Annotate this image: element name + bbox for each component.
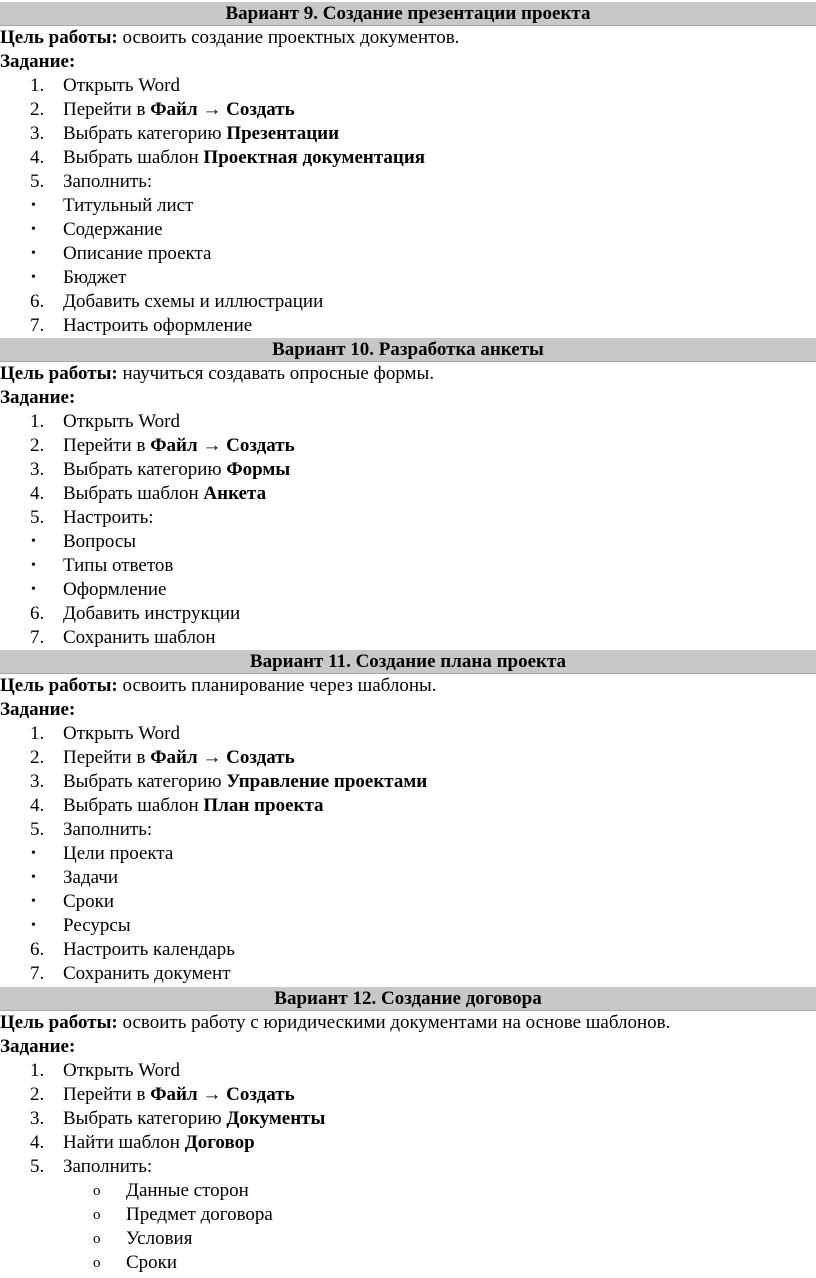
bullet-icon: • <box>31 198 36 213</box>
sub-bullet-item: o Условия <box>93 1228 193 1249</box>
bullet-item: • Бюджет <box>31 267 127 288</box>
circle-bullet-icon: o <box>93 1207 101 1223</box>
list-item: 7. Сохранить шаблон <box>30 627 216 648</box>
list-item: 2. Перейти в Файл → Создать <box>30 435 295 456</box>
goal-label: Цель работы: <box>0 363 118 384</box>
sub-bullet-item: o Данные сторон <box>93 1180 249 1201</box>
list-item: 1. Открыть Word <box>30 411 180 432</box>
list-item: 2. Перейти в Файл → Создать <box>30 1084 295 1105</box>
list-item: 3. Выбрать категорию Документы <box>30 1108 326 1129</box>
goal-text: освоить планирование через шаблоны. <box>122 675 437 696</box>
list-item: 3. Выбрать категорию Формы <box>30 459 291 480</box>
bullet-icon: • <box>31 846 36 861</box>
list-item: 5. Заполнить: <box>30 1156 153 1177</box>
variant-11-section <box>0 650 816 986</box>
list-item: 1. Открыть Word <box>30 723 180 744</box>
list-item: 1. Открыть Word <box>30 1060 180 1081</box>
goal-label: Цель работы: <box>0 675 118 696</box>
bullet-item: • Содержание <box>31 219 163 240</box>
bullet-item: • Оформление <box>31 579 167 600</box>
list-item: 3. Выбрать категорию Презентации <box>30 123 340 144</box>
bullet-icon: • <box>31 582 36 597</box>
bullet-icon: • <box>31 246 36 261</box>
list-item: 4. Найти шаблон Договор <box>30 1132 255 1153</box>
bullet-icon: • <box>31 918 36 933</box>
bullet-item: • Титульный лист <box>31 195 194 216</box>
bullet-item: • Ресурсы <box>31 915 131 936</box>
variant-9-title: Вариант 9. Создание презентации проекта <box>0 2 816 26</box>
variant-11-title: Вариант 11. Создание плана проекта <box>0 650 816 674</box>
goal-text: освоить создание проектных документов. <box>122 27 460 48</box>
list-item: 5. Настроить: <box>30 507 154 528</box>
bullet-icon: • <box>31 270 36 285</box>
list-item: 2. Перейти в Файл → Создать <box>30 99 295 120</box>
variant-11-goal <box>0 674 816 698</box>
list-item: 5. Заполнить: <box>30 171 153 192</box>
bullet-item: • Задачи <box>31 867 119 888</box>
variant-12-title: Вариант 12. Создание договора <box>0 987 816 1011</box>
variant-12-section <box>0 987 816 1275</box>
circle-bullet-icon: o <box>93 1183 101 1199</box>
task-label: Задание: <box>0 699 76 720</box>
bullet-item: • Типы ответов <box>31 555 174 576</box>
goal-label: Цель работы: <box>0 27 118 48</box>
variant-9-goal <box>0 26 816 50</box>
bullet-icon: • <box>31 870 36 885</box>
list-item: 4. Выбрать шаблон Проектная документация <box>30 147 426 168</box>
list-item: 3. Выбрать категорию Управление проектами <box>30 771 428 792</box>
bullet-item: • Цели проекта <box>31 843 174 864</box>
goal-text: освоить работу с юридическими документами на основе шаблонов. <box>122 1012 671 1033</box>
bullet-icon: • <box>31 894 36 909</box>
bullet-icon: • <box>31 558 36 573</box>
list-item: 2. Перейти в Файл → Создать <box>30 747 295 768</box>
list-item: 4. Выбрать шаблон Анкета <box>30 483 267 504</box>
sub-bullet-item: o Сроки <box>93 1252 178 1273</box>
bullet-item: • Вопросы <box>31 531 137 552</box>
bullet-icon: • <box>31 222 36 237</box>
variant-10-section <box>0 338 816 650</box>
task-label: Задание: <box>0 1036 76 1057</box>
list-item: 7. Настроить оформление <box>30 315 253 336</box>
goal-text: научиться создавать опросные формы. <box>122 363 435 384</box>
variant-10-goal <box>0 362 816 386</box>
list-item: 6. Настроить календарь <box>30 939 235 960</box>
bullet-item: • Сроки <box>31 891 115 912</box>
list-item: 1. Открыть Word <box>30 75 180 96</box>
list-item: 5. Заполнить: <box>30 819 153 840</box>
sub-bullet-item: o Предмет договора <box>93 1204 273 1225</box>
variant-12-goal <box>0 1011 816 1035</box>
circle-bullet-icon: o <box>93 1255 101 1271</box>
variant-10-title: Вариант 10. Разработка анкеты <box>0 338 816 362</box>
task-label: Задание: <box>0 387 76 408</box>
list-item: 6. Добавить инструкции <box>30 603 241 624</box>
task-label: Задание: <box>0 51 76 72</box>
list-item: 4. Выбрать шаблон План проекта <box>30 795 324 816</box>
bullet-item: • Описание проекта <box>31 243 212 264</box>
list-item: 7. Сохранить документ <box>30 963 231 984</box>
circle-bullet-icon: o <box>93 1231 101 1247</box>
goal-label: Цель работы: <box>0 1012 118 1033</box>
variant-9-section <box>0 2 816 338</box>
list-item: 6. Добавить схемы и иллюстрации <box>30 291 324 312</box>
bullet-icon: • <box>31 534 36 549</box>
